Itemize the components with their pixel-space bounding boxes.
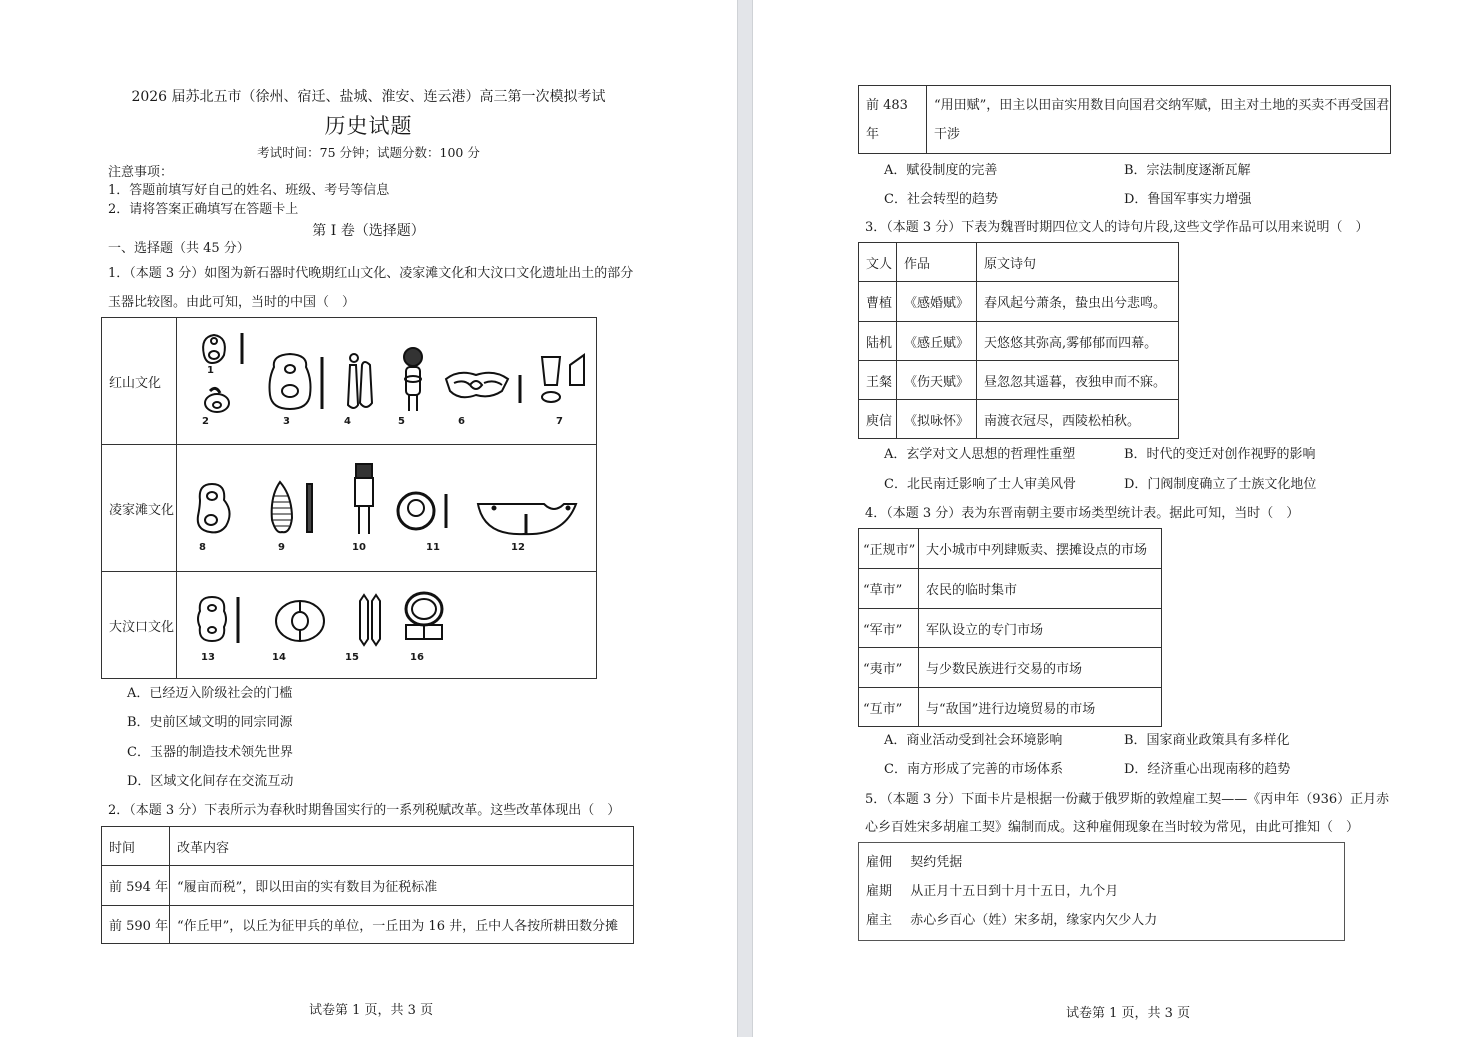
contract-card <box>858 842 1345 941</box>
q4-option-d: D．经济重心出现南移的趋势 <box>1124 762 1291 777</box>
table-cell: 曹植 <box>859 282 897 322</box>
table-cell: 与“敌国”进行边境贸易的市场 <box>919 688 1162 727</box>
table-row <box>102 445 597 572</box>
column-header: 时间 <box>102 827 170 866</box>
q1-stem-line2: 玉器比较图。由此可知，当时的中国（ ） <box>108 295 356 310</box>
table-row <box>102 906 634 944</box>
table-cell: 大小城市中列肆贩卖、摆摊设点的市场 <box>919 529 1162 569</box>
jade-number: 16 <box>410 652 424 663</box>
table-cell: 昼忽忽其遥暮，夜独申而不寐。 <box>977 361 1179 400</box>
table-cell: “草市” <box>859 569 919 609</box>
jade-number: 12 <box>511 542 525 553</box>
table-row <box>859 688 1162 727</box>
table-cell <box>927 86 1391 154</box>
time-line: 前 483 <box>866 97 908 113</box>
column-header: 文人 <box>859 243 897 282</box>
jade-images-dawenkou <box>177 572 597 679</box>
q3-stem: 3．（本题 3 分）下表为魏晋时期四位文人的诗句片段,这些文学作品可以用来说明（ ） <box>865 220 1369 235</box>
table-cell: 《伤天赋》 <box>897 361 977 400</box>
card-value: 契约凭据 <box>910 855 963 870</box>
table-row <box>102 572 597 679</box>
q4-stem: 4．（本题 3 分）表为东晋南朝主要市场类型统计表。据此可知，当时（ ） <box>865 506 1300 521</box>
card-label: 雇期 <box>866 884 893 899</box>
jade-number: 5 <box>398 416 405 427</box>
table-cell: “正规市” <box>859 529 919 569</box>
table-row <box>859 569 1162 609</box>
column-header: 改革内容 <box>170 827 634 866</box>
exam-header: 2026 届苏北五市（徐州、宿迁、盐城、淮安、连云港）高三第一次模拟考试 <box>131 89 606 105</box>
page-footer: 试卷第 1 页，共 3 页 <box>309 1003 434 1018</box>
q2-option-b: B．宗法制度逐渐瓦解 <box>1124 163 1251 178</box>
jade-number: 10 <box>352 542 366 553</box>
column-header: 原文诗句 <box>977 243 1179 282</box>
table-header-row <box>859 243 1179 282</box>
jade-number: 11 <box>426 542 440 553</box>
q2-option-d: D．鲁国军事实力增强 <box>1124 192 1252 207</box>
card-value: 从正月十五日到十月十五日，九个月 <box>910 884 1119 899</box>
card-label: 雇主 <box>866 913 893 928</box>
table-cell: 《感丘赋》 <box>897 322 977 361</box>
table-row <box>859 609 1162 648</box>
exam-page-right <box>753 0 1480 1037</box>
q1-option-a: A．已经迈入阶级社会的门槛 <box>127 686 293 701</box>
jade-number: 6 <box>458 416 465 427</box>
q5-stem-line2: 心乡百姓宋多胡雇工契》编制而成。这种雇佣现象在当时较为常见，由此可推知（ ） <box>865 820 1360 835</box>
table-cell: 农民的临时集市 <box>919 569 1162 609</box>
jade-number: 1 <box>207 365 214 376</box>
page-footer: 试卷第 1 页，共 3 页 <box>1066 1006 1191 1021</box>
table-cell <box>859 86 927 154</box>
table-cell: 前 590 年 <box>102 906 170 944</box>
table-row <box>859 529 1162 569</box>
table-header-row <box>102 827 634 866</box>
card-row <box>866 855 962 871</box>
jade-images-hongshan <box>177 318 597 445</box>
card-value: 赤心乡百心（姓）宋多胡，缘家内欠少人力 <box>910 913 1158 928</box>
table-cell: 军队设立的专门市场 <box>919 609 1162 648</box>
q2-option-c: C．社会转型的趋势 <box>884 192 998 207</box>
tax-reform-table-continued <box>858 85 1391 154</box>
table-row <box>859 361 1179 400</box>
jade-artifacts-illustration <box>184 446 596 571</box>
table-cell: 与少数民族进行交易的市场 <box>919 648 1162 688</box>
table-cell: “军市” <box>859 609 919 648</box>
volume-title: 第 I 卷（选择题） <box>312 223 425 239</box>
table-row <box>859 322 1179 361</box>
table-cell: “夷市” <box>859 648 919 688</box>
q4-option-c: C．南方形成了完善的市场体系 <box>884 762 1063 777</box>
q2-option-a: A．赋役制度的完善 <box>884 163 998 178</box>
table-row <box>859 648 1162 688</box>
jade-number: 14 <box>272 652 286 663</box>
q3-option-a: A．玄学对文人思想的哲理性重塑 <box>884 447 1076 462</box>
table-cell: 庾信 <box>859 400 897 439</box>
jade-number: 7 <box>556 416 563 427</box>
jade-number: 9 <box>278 542 285 553</box>
table-row <box>102 318 597 445</box>
table-cell: “履亩而税”，即以田亩的实有数目为征税标准 <box>170 866 634 906</box>
jade-number: 3 <box>283 416 290 427</box>
exam-title: 历史试题 <box>324 114 413 138</box>
table-cell: 春风起兮萧条，蛰虫出兮悲鸣。 <box>977 282 1179 322</box>
table-row <box>859 282 1179 322</box>
table-row <box>102 866 634 906</box>
content-line: “用田赋”，田主以田亩实用数目向国君交纳军赋，田主对土地的买卖不再受国君 <box>934 97 1390 113</box>
q3-option-c: C．北民南迁影响了士人审美风骨 <box>884 477 1076 492</box>
table-cell: “互市” <box>859 688 919 727</box>
notes-heading: 注意事项： <box>108 165 174 180</box>
jade-images-lingjiatan <box>177 445 597 572</box>
q1-option-b: B．史前区域文明的同宗同源 <box>127 715 293 730</box>
table-cell: 陆机 <box>859 322 897 361</box>
jade-number: 2 <box>202 416 209 427</box>
q5-stem-line1: 5．（本题 3 分）下面卡片是根据一份藏于俄罗斯的敦煌雇工契——《丙申年（936）正月赤 <box>865 792 1390 807</box>
jade-artifacts-illustration <box>184 573 596 678</box>
q4-option-a: A．商业活动受到社会环境影响 <box>884 733 1063 748</box>
jade-number: 15 <box>345 652 359 663</box>
jade-comparison-table <box>101 317 597 679</box>
q3-option-d: D．门阀制度确立了士族文化地位 <box>1124 477 1317 492</box>
q2-stem: 2．（本题 3 分）下表所示为春秋时期鲁国实行的一系列税赋改革。这些改革体现出（ ） <box>108 803 621 818</box>
card-row <box>866 884 1118 900</box>
table-row <box>859 400 1179 439</box>
table-cell: 天悠悠其弥高,雾郁郁而四幕。 <box>977 322 1179 361</box>
q1-option-c: C．玉器的制造技术领先世界 <box>127 745 293 760</box>
table-cell: 前 594 年 <box>102 866 170 906</box>
tax-reform-table <box>101 826 634 944</box>
content-line: 干涉 <box>934 126 961 142</box>
table-cell: “作丘甲”，以丘为征甲兵的单位，一丘田为 16 井，丘中人各按所耕田数分摊 <box>170 906 634 944</box>
q3-option-b: B．时代的变迁对创作视野的影响 <box>1124 447 1316 462</box>
q1-stem-line1: 1．（本题 3 分）如图为新石器时代晚期红山文化、凌家滩文化和大汶口文化遗址出土的部分 <box>108 266 634 281</box>
q4-option-b: B．国家商业政策具有多样化 <box>1124 733 1290 748</box>
section-title: 一、选择题（共 45 分） <box>108 241 250 256</box>
page-gap-divider <box>737 0 753 1037</box>
q1-option-d: D．区域文化间存在交流互动 <box>127 774 294 789</box>
culture-label: 凌家滩文化 <box>102 445 177 572</box>
jade-number: 8 <box>199 542 206 553</box>
note-item: 2．请将答案正确填写在答题卡上 <box>108 202 299 217</box>
market-types-table <box>858 528 1162 727</box>
exam-page-left <box>0 0 737 1037</box>
jade-artifacts-illustration <box>184 319 596 444</box>
culture-label: 红山文化 <box>102 318 177 445</box>
culture-label: 大汶口文化 <box>102 572 177 679</box>
jade-number: 4 <box>344 416 351 427</box>
note-item: 1．答题前填写好自己的姓名、班级、考号等信息 <box>108 183 390 198</box>
exam-info: 考试时间：75 分钟；试题分数：100 分 <box>257 145 480 160</box>
time-line: 年 <box>866 126 880 142</box>
card-label: 雇佣 <box>866 855 893 870</box>
table-row <box>859 86 1391 154</box>
table-cell: 南渡衣冠尽，西陵松柏秋。 <box>977 400 1179 439</box>
column-header: 作品 <box>897 243 977 282</box>
jade-number: 13 <box>201 652 215 663</box>
table-cell: 《拟咏怀》 <box>897 400 977 439</box>
poets-table <box>858 242 1179 439</box>
table-cell: 《感婚赋》 <box>897 282 977 322</box>
card-row <box>866 913 1157 929</box>
table-cell: 王粲 <box>859 361 897 400</box>
